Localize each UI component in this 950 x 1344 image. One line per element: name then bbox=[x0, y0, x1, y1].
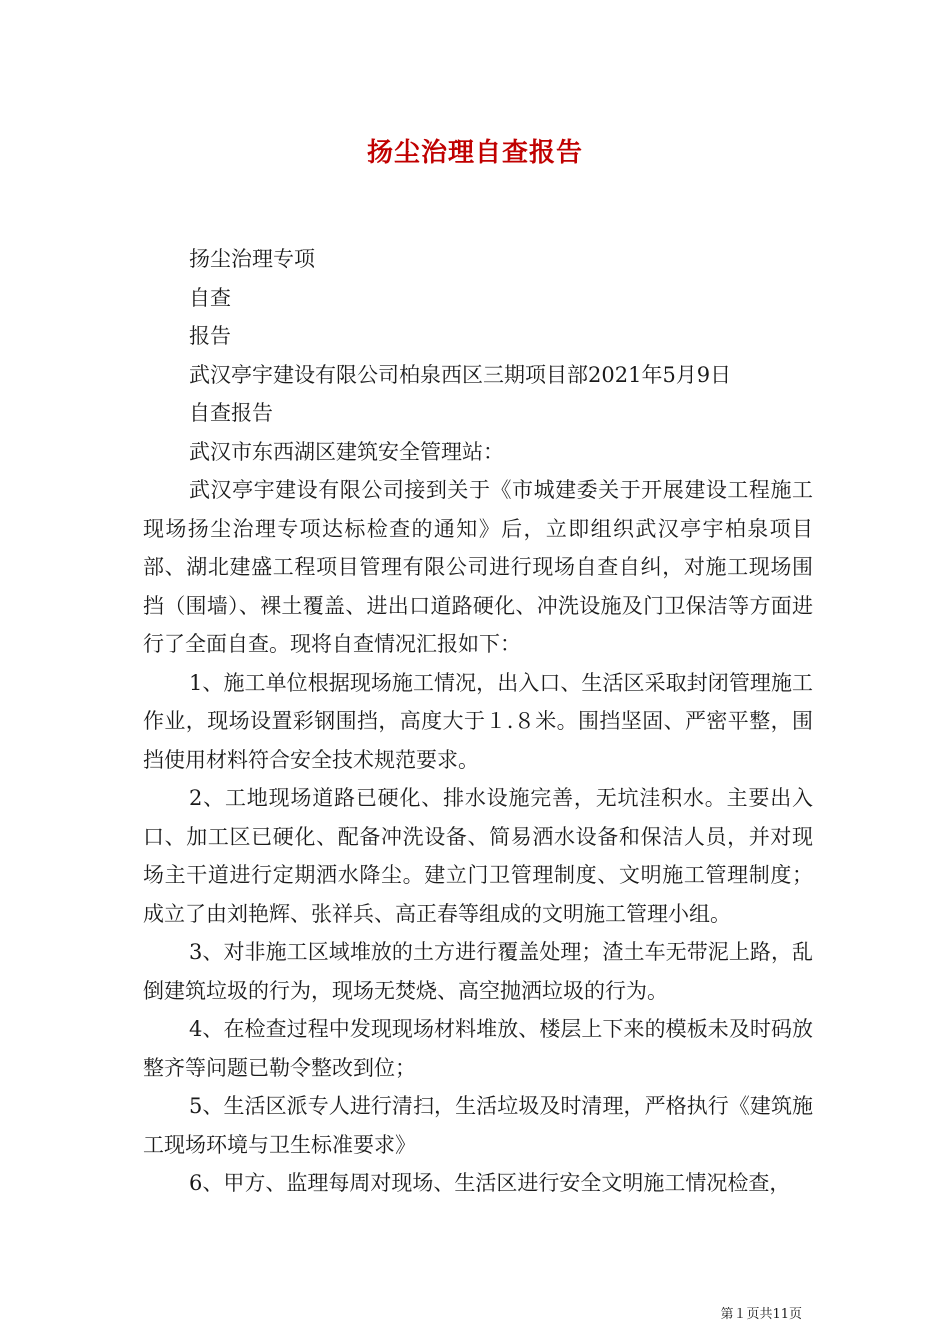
addressee-line: 武汉市东西湖区建筑安全管理站： bbox=[189, 439, 504, 464]
document-body bbox=[143, 240, 813, 1203]
page-number-footer: 第１页共11页 bbox=[720, 1307, 802, 1322]
item-paragraph: 1、施工单位根据现场施工情况，出入口、生活区采取封闭管理施工作业，现场设置彩钢围挡，高度大于１.８米。围挡坚固、严密平整，围挡使用材料符合安全技术规范要求。 bbox=[143, 670, 813, 772]
item-paragraph: 2、工地现场道路已硬化、排水设施完善，无坑洼积水。主要出入口、加工区已硬化、配备冲洗设备、简易洒水设备和保洁人员，并对现场主干道进行定期洒水降尘。建立门卫管理制度、文明施工管理制度；成立了由刘艳辉、张祥兵、高正春等组成的文明施工管理小组。 bbox=[143, 786, 813, 926]
item-paragraph: 5、生活区派专人进行清扫，生活垃圾及时清理，严格执行《建筑施工现场环境与卫生标准要求》 bbox=[143, 1094, 813, 1157]
item-paragraph: 4、在检查过程中发现现场材料堆放、楼层上下来的模板未及时码放整齐等问题已勒令整改到位； bbox=[143, 1017, 813, 1080]
header-line: 武汉亭宇建设有限公司柏泉西区三期项目部2021年5月9日 bbox=[189, 362, 732, 387]
item-paragraph: 6、甲方、监理每周对现场、生活区进行安全文明施工情况检查， bbox=[189, 1171, 791, 1195]
header-line: 报告 bbox=[189, 324, 231, 348]
item-paragraph: 3、对非施工区域堆放的土方进行覆盖处理；渣土车无带泥上路，乱倒建筑垃圾的行为，现场无焚烧、高空抛洒垃圾的行为。 bbox=[143, 940, 813, 1003]
header-line: 自查报告 bbox=[189, 401, 273, 425]
document-title: 扬尘治理自查报告 bbox=[366, 138, 583, 168]
header-line: 扬尘治理专项 bbox=[189, 247, 315, 271]
header-line: 自查 bbox=[189, 285, 231, 310]
intro-paragraph: 武汉亭宇建设有限公司接到关于《市城建委关于开展建设工程施工现场扬尘治理专项达标检查的通知》后，立即组织武汉亭宇柏泉项目部、湖北建盛工程项目管理有限公司进行现场自查自纠，对施工现场围挡（围墙）、裸土覆盖、进出口道路硬化、冲洗设施及门卫保洁等方面进行了全面自查。现将自查情况汇报如下： bbox=[143, 478, 813, 656]
